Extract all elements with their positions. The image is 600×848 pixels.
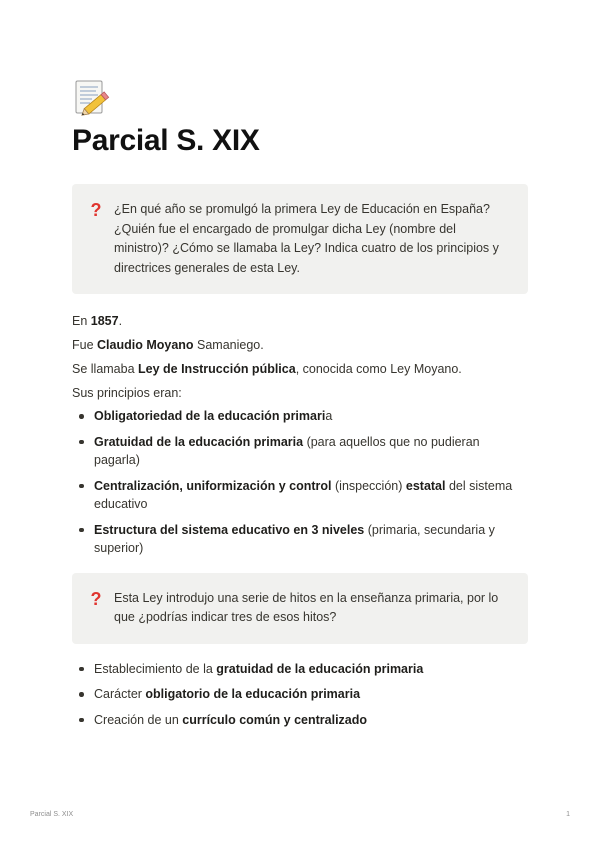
list-item: Creación de un currículo común y centralizado [72, 711, 528, 730]
question-mark-icon: ? [90, 588, 102, 609]
list-item: Obligatoriedad de la educación primaria [72, 407, 528, 426]
page-footer [30, 811, 570, 818]
footer-title: Parcial S. XIX [30, 811, 74, 818]
page-content [72, 78, 528, 736]
principles-list [72, 407, 528, 558]
answer-minister: Fue Claudio Moyano Samaniego. [72, 338, 264, 352]
page-title: Parcial S. XIX [72, 124, 260, 157]
milestones-list [72, 660, 528, 730]
callout-text: Esta Ley introdujo una serie de hitos en la enseñanza primaria, por lo que ¿podrías indicar tres de esos hitos? [114, 590, 499, 624]
page-number: 1 [566, 811, 570, 818]
answer-year: En 1857. [72, 314, 123, 328]
list-item: Gratuidad de la educación primaria (para aquellos que no pudieran pagarla) [72, 433, 528, 470]
question-mark-icon: ? [90, 200, 102, 220]
list-item: Centralización, uniformización y control (inspección) estatal del sistema educativo [72, 477, 528, 514]
memo-pencil-icon [72, 78, 112, 118]
callout-text: ¿En qué año se promulgó la primera Ley de Educación en España? ¿Quién fue el encargado de promulgar dicha Ley (nombre del ministro)? ¿Cómo se llamaba la Ley? Indica cuatro de los principios y directrices generales de esta Ley. [114, 202, 499, 275]
question-callout-1 [72, 184, 528, 294]
principles-intro: Sus principios eran: [72, 386, 182, 400]
list-item: Estructura del sistema educativo en 3 niveles (primaria, secundaria y superior) [72, 521, 528, 558]
list-item: Establecimiento de la gratuidad de la educación primaria [72, 660, 528, 679]
question-callout-2 [72, 573, 528, 644]
list-item: Carácter obligatorio de la educación primaria [72, 685, 528, 704]
answer-law: Se llamaba Ley de Instrucción pública, conocida como Ley Moyano. [72, 362, 462, 376]
